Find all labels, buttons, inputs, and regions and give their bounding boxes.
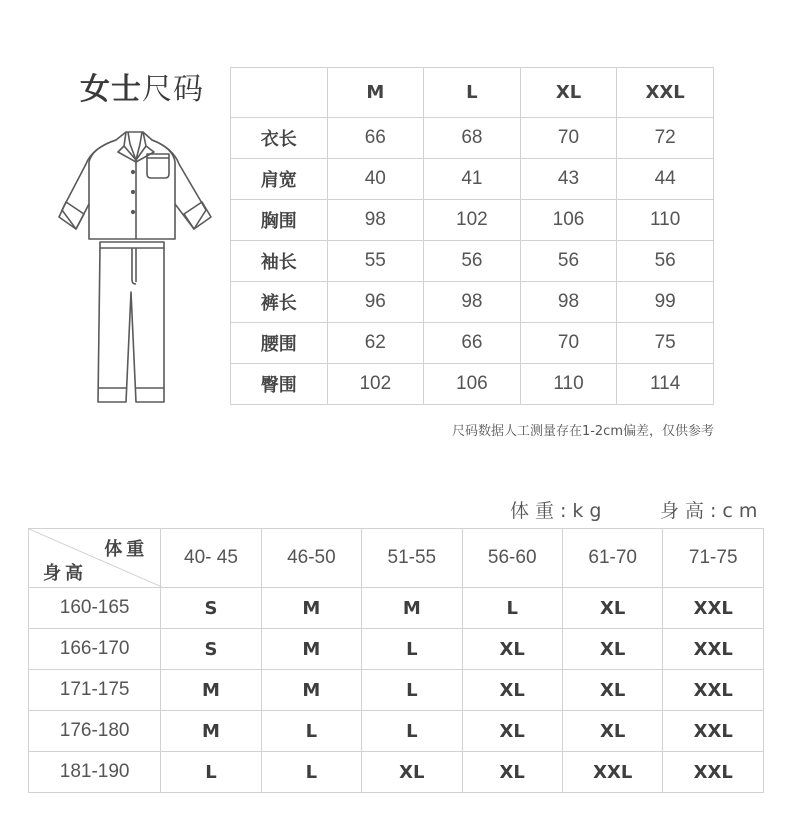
cell-size: S [161, 629, 261, 670]
cell-size: M [161, 670, 261, 711]
cell-value: 98 [520, 282, 617, 323]
height-unit-label: 身高:cm [660, 500, 764, 522]
size-recommendation-table [28, 528, 764, 793]
header-weight-range: 51-55 [362, 529, 462, 588]
cell-size: XL [362, 752, 462, 793]
cell-value: 106 [424, 364, 521, 405]
cell-value: 75 [617, 323, 714, 364]
cell-size: XL [462, 670, 562, 711]
table-row [231, 282, 714, 323]
corner-header-cell [29, 529, 161, 588]
cell-value: 110 [520, 364, 617, 405]
cell-size: M [261, 670, 361, 711]
cell-value: 41 [424, 159, 521, 200]
cell-size: XL [462, 629, 562, 670]
cell-size: XXL [663, 629, 764, 670]
header-size: XXL [617, 68, 714, 118]
header-weight-range: 61-70 [562, 529, 663, 588]
table-header-row [29, 529, 764, 588]
row-height-range: 160-165 [29, 588, 161, 629]
cell-value: 102 [424, 200, 521, 241]
cell-value: 56 [520, 241, 617, 282]
cell-value: 68 [424, 118, 521, 159]
table-row [231, 323, 714, 364]
header-size: M [327, 68, 424, 118]
table-row [29, 629, 764, 670]
cell-size: XXL [663, 711, 764, 752]
cell-size: XXL [663, 670, 764, 711]
header-weight-range: 56-60 [462, 529, 562, 588]
row-label: 肩宽 [231, 159, 328, 200]
row-label: 臀围 [231, 364, 328, 405]
corner-height-label: 身高 [43, 563, 87, 583]
cell-size: M [261, 629, 361, 670]
cell-size: XL [562, 629, 663, 670]
header-size: L [424, 68, 521, 118]
cell-value: 72 [617, 118, 714, 159]
cell-value: 106 [520, 200, 617, 241]
cell-value: 66 [424, 323, 521, 364]
cell-value: 56 [424, 241, 521, 282]
cell-size: XXL [663, 752, 764, 793]
row-height-range: 176-180 [29, 711, 161, 752]
cell-value: 98 [327, 200, 424, 241]
cell-size: M [261, 588, 361, 629]
cell-value: 114 [617, 364, 714, 405]
pajama-set-icon [58, 112, 218, 407]
row-label: 裤长 [231, 282, 328, 323]
table-header-row [231, 68, 714, 118]
cell-size: XL [462, 752, 562, 793]
table-row [231, 364, 714, 405]
cell-value: 55 [327, 241, 424, 282]
cell-size: L [161, 752, 261, 793]
row-label: 胸围 [231, 200, 328, 241]
table-row [231, 241, 714, 282]
cell-size: M [161, 711, 261, 752]
cell-value: 70 [520, 118, 617, 159]
cell-value: 96 [327, 282, 424, 323]
header-weight-range: 46-50 [261, 529, 361, 588]
page-title [80, 64, 204, 108]
cell-size: S [161, 588, 261, 629]
row-label: 衣长 [231, 118, 328, 159]
measurement-table [230, 67, 714, 405]
cell-size: L [362, 629, 462, 670]
cell-size: XL [562, 588, 663, 629]
cell-size: L [462, 588, 562, 629]
cell-value: 56 [617, 241, 714, 282]
header-size: XL [520, 68, 617, 118]
cell-size: L [362, 670, 462, 711]
table-row [29, 752, 764, 793]
weight-unit-label: 体重:kg [510, 500, 608, 522]
cell-value: 40 [327, 159, 424, 200]
table-row [231, 200, 714, 241]
corner-weight-label: 体重 [104, 539, 149, 559]
title-bold: 女士 [80, 72, 142, 107]
cell-value: 110 [617, 200, 714, 241]
header-weight-range: 71-75 [663, 529, 764, 588]
cell-size: XXL [562, 752, 663, 793]
cell-size: L [261, 711, 361, 752]
row-label: 腰围 [231, 323, 328, 364]
row-label: 袖长 [231, 241, 328, 282]
header-empty-cell [231, 68, 328, 118]
header-weight-range: 40- 45 [161, 529, 261, 588]
cell-size: XL [562, 670, 663, 711]
cell-value: 66 [327, 118, 424, 159]
table-row [29, 588, 764, 629]
title-light: 尺码 [142, 72, 204, 107]
table-row [29, 711, 764, 752]
cell-value: 43 [520, 159, 617, 200]
cell-size: XXL [663, 588, 764, 629]
cell-size: M [362, 588, 462, 629]
cell-size: XL [462, 711, 562, 752]
cell-value: 102 [327, 364, 424, 405]
table-row [231, 159, 714, 200]
row-height-range: 171-175 [29, 670, 161, 711]
measurement-note: 尺码数据人工测量存在1-2cm偏差，仅供参考 [451, 424, 714, 439]
cell-value: 99 [617, 282, 714, 323]
cell-value: 70 [520, 323, 617, 364]
table-row [29, 670, 764, 711]
row-height-range: 166-170 [29, 629, 161, 670]
cell-value: 98 [424, 282, 521, 323]
cell-size: L [261, 752, 361, 793]
row-height-range: 181-190 [29, 752, 161, 793]
cell-value: 62 [327, 323, 424, 364]
cell-value: 44 [617, 159, 714, 200]
cell-size: L [362, 711, 462, 752]
cell-size: XL [562, 711, 663, 752]
table-row [231, 118, 714, 159]
